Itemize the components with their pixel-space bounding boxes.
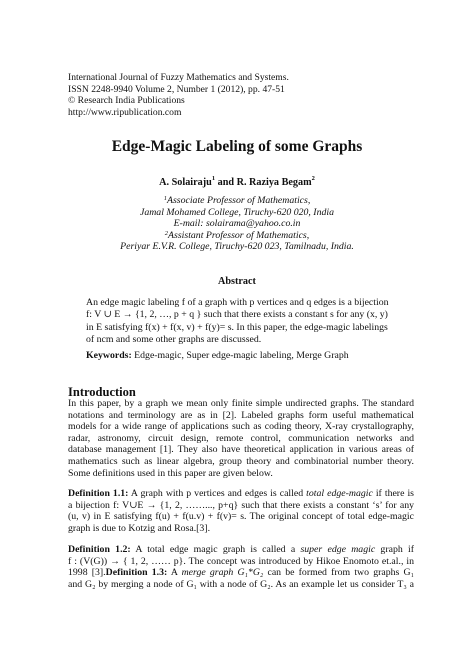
body-line: a bijection f: V∪E → {1, 2, ……..., p+q} such that there exists a constant ‘s’ for any bbox=[68, 499, 414, 511]
author-2: and R. Raziya Begam bbox=[215, 177, 312, 188]
definition-term: merge graph G₁*G₂ bbox=[181, 567, 264, 579]
intro-paragraph bbox=[68, 398, 414, 479]
body-line: graph is due to Kotzig and Rosa.[3]. bbox=[68, 522, 211, 534]
affil-1-email[interactable]: E-mail: solairama@yahoo.co.in bbox=[173, 218, 301, 229]
paper-title: Edge-Magic Labeling of some Graphs bbox=[111, 138, 363, 155]
definition-text: A bbox=[167, 567, 182, 579]
affil-1-college: Jamal Mohamed College, Tiruchy-620 020, India bbox=[139, 206, 334, 218]
keywords bbox=[86, 350, 349, 361]
affil-2-sup: 2 bbox=[164, 229, 169, 237]
definition-1-1 bbox=[68, 488, 414, 534]
body-line: database management [1]. They also have theoretical application in various areas of bbox=[68, 444, 414, 456]
affil-2-role: Assistant Professor of Mathematics, bbox=[168, 229, 310, 241]
definition-text: A total edge magic graph is called a bbox=[130, 544, 301, 555]
journal-issn: ISSN 2248-9940 Volume 2, Number 1 (2012), pp. 47-51 bbox=[68, 83, 285, 95]
author-2-sup: 2 bbox=[311, 175, 315, 182]
body-line: mathematics such as linear algebra, group theory and combinatorial number theory. bbox=[68, 455, 414, 467]
abstract-line: in E satisfying f(x) + f(x, v) + f(y)= s. In this paper, the edge-magic labelings bbox=[86, 321, 388, 333]
body-line: radar, astronomy, circuit design, remote control, communication networks and bbox=[68, 432, 414, 444]
definition-text: can be formed from two graphs G₁ bbox=[263, 567, 414, 579]
abstract-line: An edge magic labeling f of a graph with p vertices and q edges is a bijection bbox=[86, 297, 389, 308]
abstract-line: of ncm and some other graphs are discussed. bbox=[86, 334, 262, 346]
definition-label: Definition 1.2: bbox=[68, 544, 131, 555]
definition-text: A graph with p vertices and edges is called bbox=[128, 488, 307, 499]
keywords-label: Keywords: bbox=[86, 350, 132, 361]
definition-text: 1998 [3]. bbox=[68, 567, 106, 579]
definition-label: Definition 1.1: bbox=[68, 488, 129, 499]
introduction-heading: Introduction bbox=[68, 385, 136, 399]
journal-name: International Journal of Fuzzy Mathematics and Systems. bbox=[68, 72, 289, 83]
abstract-heading: Abstract bbox=[218, 276, 256, 287]
affiliations bbox=[0, 195, 474, 253]
author-line bbox=[0, 177, 474, 188]
journal-url[interactable]: http://www.ripublication.com bbox=[68, 106, 182, 118]
definition-term: total edge-magic bbox=[306, 488, 373, 499]
author-1-sup: 1 bbox=[211, 175, 216, 182]
body-line: In this paper, by a graph we mean only finite simple undirected graphs. The standard bbox=[68, 398, 414, 409]
body-line: models for a wide range of applications such as coding theory, X-ray crystallography, bbox=[68, 421, 414, 433]
abstract-body bbox=[86, 297, 392, 347]
affil-2-college: Periyar E.V.R. College, Tiruchy-620 023, Tamilnadu, India. bbox=[120, 241, 354, 252]
keywords-text: Edge-magic, Super edge-magic labeling, Merge Graph bbox=[131, 350, 349, 361]
body-line: f : (V(G)) → { 1, 2, …… p}. The concept was introduced by Hikoe Enomoto et.al., in bbox=[68, 555, 414, 567]
journal-publisher: © Research India Publications bbox=[68, 95, 185, 107]
body-line: and G₂ by merging a node of G₁ with a node of G₂. As an example let us consider T₃ a bbox=[68, 578, 414, 590]
definition-1-2 bbox=[68, 544, 414, 590]
definition-text: graph if bbox=[375, 544, 414, 555]
body-line: notations and terminology are as in [2]. Labeled graphs form useful mathematical bbox=[68, 409, 414, 421]
author-1: A. Solairaju bbox=[159, 177, 212, 188]
body-line: Some definitions used in this paper are given below. bbox=[68, 467, 273, 479]
journal-header bbox=[68, 72, 289, 118]
body-line: (u, v) in E satisfying f(u) + f(u.v) + f(v)= s. The original concept of total edge-magic bbox=[68, 511, 414, 523]
abstract-line: f: V ∪ E → {1, 2, …, p + q } such that there exists a constant s for any (x, y) bbox=[86, 309, 388, 321]
affil-1-sup: 1 bbox=[163, 195, 167, 202]
definition-text: if there is bbox=[372, 488, 414, 499]
definition-label: Definition 1.3: bbox=[105, 567, 168, 579]
definition-term: super edge magic bbox=[300, 544, 376, 555]
affil-1-role: Associate Professor of Mathematics, bbox=[166, 195, 311, 206]
